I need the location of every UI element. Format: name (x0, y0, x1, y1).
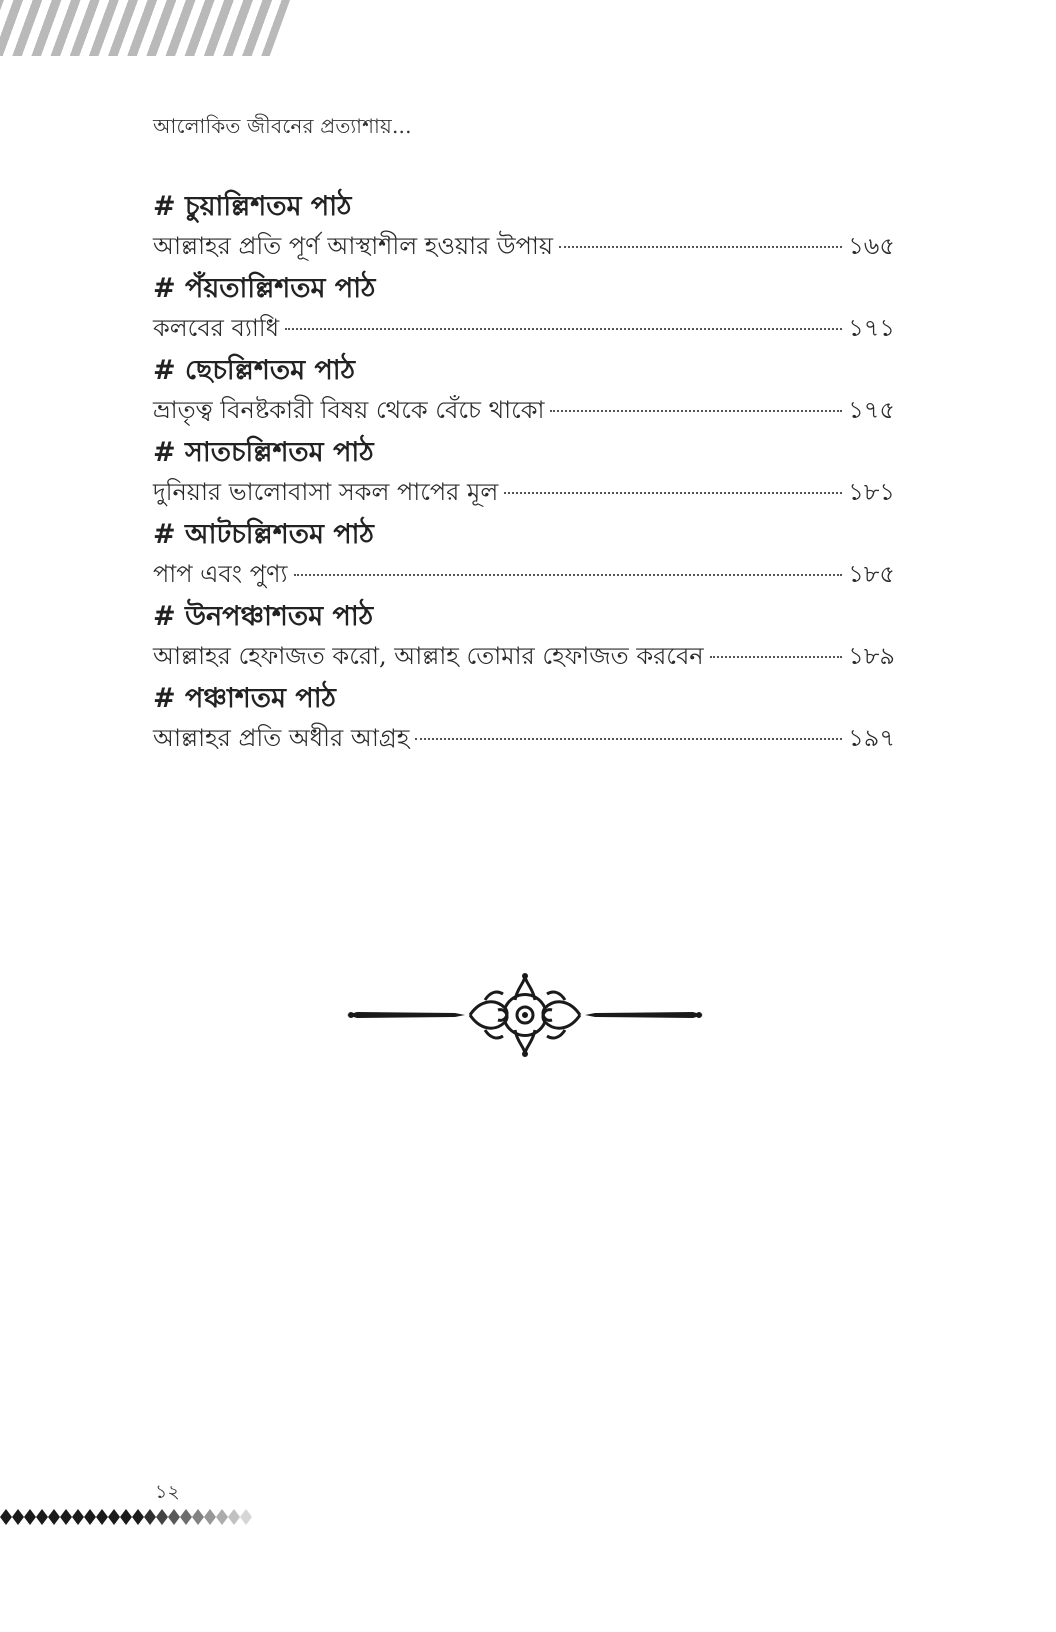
diamond-shape (84, 1509, 96, 1525)
entry-page-number: ১৮৯ (848, 642, 895, 670)
lesson-heading: # পঁয়তাল্লিশতম পাঠ (153, 273, 376, 304)
dot-leader (504, 492, 842, 494)
toc-lesson (153, 678, 895, 760)
diamond-shape (12, 1509, 24, 1525)
dot-leader (285, 328, 842, 330)
diamond-shape (132, 1509, 144, 1525)
dot-leader (550, 410, 842, 412)
dot-leader (415, 738, 842, 740)
diamond-shape (120, 1509, 132, 1525)
entry-page-number: ১৭৫ (848, 396, 895, 424)
lesson-heading: # চুয়াল্লিশতম পাঠ (153, 191, 352, 222)
diamond-shape (60, 1509, 72, 1525)
entry-page-number: ১৮১ (848, 478, 895, 506)
diamond-strip-decoration (0, 1505, 270, 1529)
diamond-shape (240, 1509, 252, 1525)
dot-leader (559, 246, 842, 248)
diamond-shape (168, 1509, 180, 1525)
flourish-ornament-icon (345, 970, 705, 1060)
entry-title: কলবের ব্যাধি (153, 314, 280, 342)
entry-page-number: ১৬৫ (848, 232, 895, 260)
dot-leader (294, 574, 843, 576)
toc-entry[interactable] (153, 638, 895, 678)
diamond-shape (72, 1509, 84, 1525)
entry-page-number: ১৯৭ (848, 724, 895, 752)
toc-entry[interactable] (153, 474, 895, 514)
dot-leader (710, 656, 843, 658)
diamond-shape (108, 1509, 120, 1525)
entry-title: পাপ এবং পুণ্য (153, 560, 288, 588)
toc-lesson (153, 514, 895, 596)
diamond-shape (192, 1509, 204, 1525)
diamond-shape (216, 1509, 228, 1525)
running-head: আলোকিত জীবনের প্রত্যাশায়... (153, 114, 412, 138)
entry-page-number: ১৭১ (848, 314, 895, 342)
entry-title: আল্লাহর প্রতি অধীর আগ্রহ (153, 724, 410, 752)
diamond-shape (36, 1509, 48, 1525)
entry-title: ভ্রাতৃত্ব বিনষ্টকারী বিষয় থেকে বেঁচে থাকো (153, 396, 545, 424)
diamond-shape (204, 1509, 216, 1525)
toc-entry[interactable] (153, 310, 895, 350)
diamond-shape (228, 1509, 240, 1525)
diamond-shape (180, 1509, 192, 1525)
lesson-heading: # ছেচল্লিশতম পাঠ (153, 355, 356, 386)
toc-lesson (153, 596, 895, 678)
toc-lesson (153, 186, 895, 268)
diamond-shape (48, 1509, 60, 1525)
toc-entry[interactable] (153, 720, 895, 760)
diamond-shape (156, 1509, 168, 1525)
toc-entry[interactable] (153, 228, 895, 268)
diamond-shape (0, 1509, 12, 1525)
toc-entry[interactable] (153, 556, 895, 596)
entry-title: আল্লাহর প্রতি পূর্ণ আস্থাশীল হওয়ার উপায় (153, 232, 554, 260)
header-stripe-decoration (0, 0, 290, 56)
toc-lesson (153, 432, 895, 514)
lesson-heading: # উনপঞ্চাশতম পাঠ (153, 601, 374, 632)
lesson-heading: # আটচল্লিশতম পাঠ (153, 519, 374, 550)
toc-lesson (153, 350, 895, 432)
diamond-shape (144, 1509, 156, 1525)
entry-title: আল্লাহর হেফাজত করো, আল্লাহ তোমার হেফাজত করবেন (153, 642, 704, 670)
diamond-shape (24, 1509, 36, 1525)
lesson-heading: # পঞ্চাশতম পাঠ (153, 683, 336, 714)
entry-title: দুনিয়ার ভালোবাসা সকল পাপের মূল (153, 478, 499, 506)
lesson-heading: # সাতচল্লিশতম পাঠ (153, 437, 374, 468)
toc-entry[interactable] (153, 392, 895, 432)
diamond-shape (96, 1509, 108, 1525)
page-number: ১২ (155, 1481, 180, 1503)
toc-lesson (153, 268, 895, 350)
table-of-contents (153, 186, 895, 760)
entry-page-number: ১৮৫ (848, 560, 895, 588)
